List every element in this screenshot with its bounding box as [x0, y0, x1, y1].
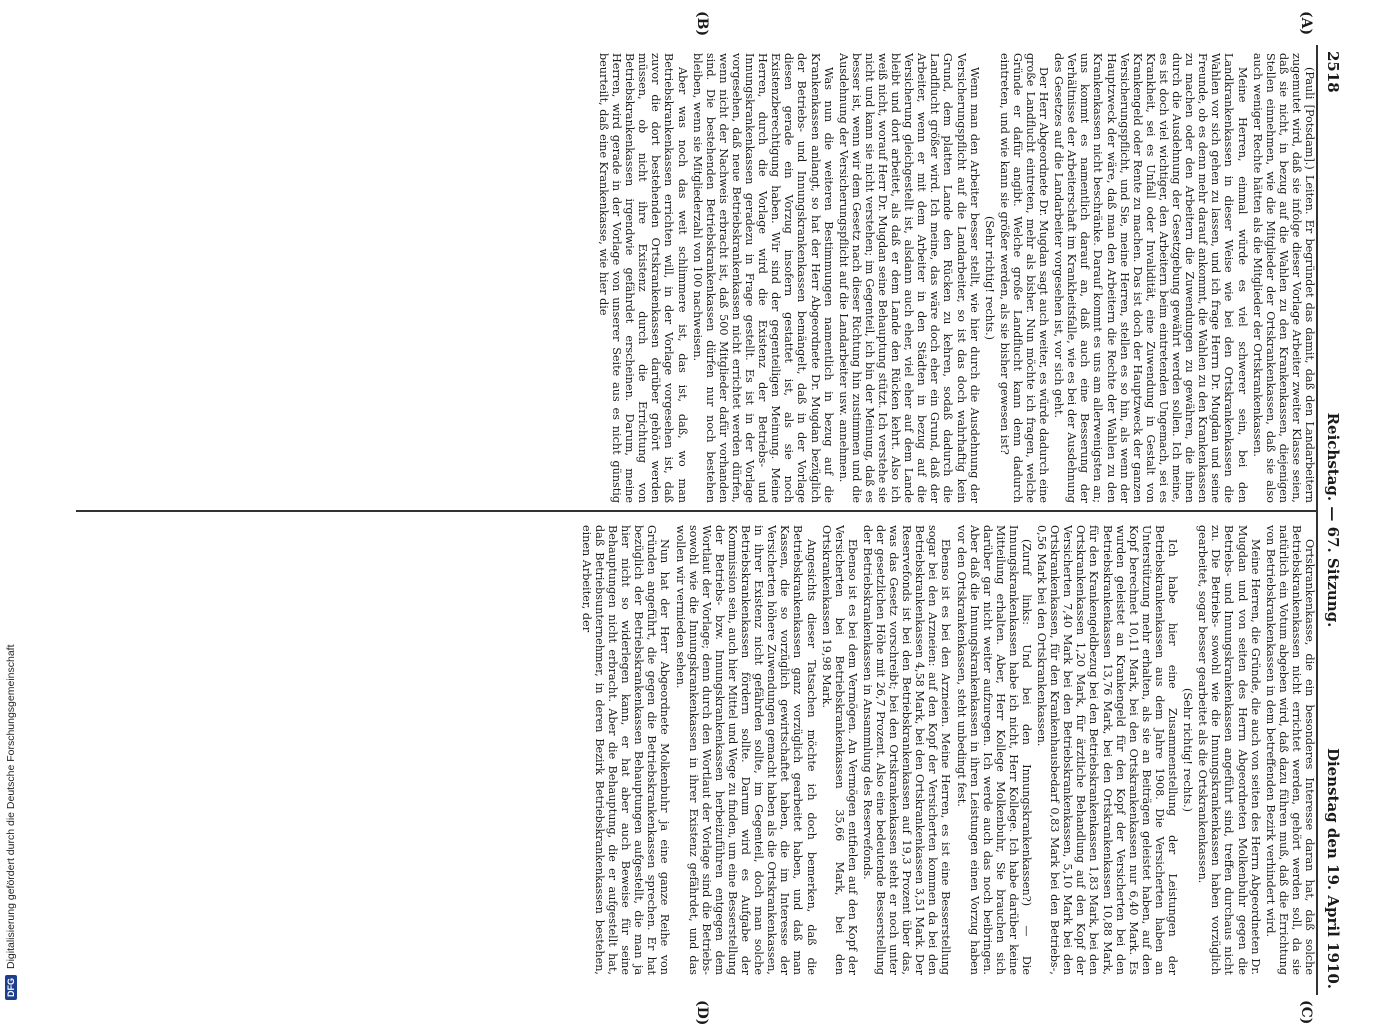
rotated-page-content — [60, 11, 1350, 1025]
paragraph: Nun hat der Herr Abgeordnete Molkenbuhr ja eine ganze Reihe von Gründen angeführt, die gegen die Betriebskrankenkassen sprechen. Er hat bezüglich der Betriebskrankenkassen Behauptungen aufgestellt, die man ja hier nicht so widerlegen kann, er hat aber auch Beweise für seine Behauptungen nicht erbracht. Aber die Behauptung, die er aufgestellt hat, daß Betriebsunternehmer, in deren Bezirk Betriebskrankenkassen bestehen, einen Arbeiter, der — [579, 525, 672, 975]
right-text-column — [76, 525, 1316, 975]
column-divider — [76, 510, 1316, 512]
footer-text: Digitalisierung gefördert durch die Deutsche Forschungsgemeinschaft — [5, 644, 17, 969]
paragraph: Angesichts dieser Tatsachen möchte ich doch bemerken, daß die Betriebskrankenkassen ganz vorzüglich gearbeitet haben, und daß man Kassen, die so vorzüglich gewirtschaftet haben, die im Interesse der Versicherten höhere Zuwendungen gemacht haben als die Ortskrankenkassen, in ihrer Existenz nicht gefährden sollte, im Gegenteil, doch man solche Betriebskrankenkassen fördern sollte. Darum wird es Aufgabe der Kommission sein, auch hier Mittel und Wege zu finden, um eine Besserstellung der Betriebs- bzw. Innungskrankenkassen herbeizuführen entgegen dem Wortlaut der Vorlage; denn durch den Wortlaut der Vorlage sind die Betriebs- sowohl wie die Innungskrankenkassen in ihrer Existenz gefährdet, und das wollen wir vermieden sehen. — [673, 525, 818, 975]
paragraph: (Zuruf links: Und bei den Innungskrankenkassen?) — Die Innungskrankenkassen habe ich nicht, Herr Kollege. Ich habe darüber keine Mitteilung erhalten. Aber, Herr Kollege Molkenbuhr, Sie brauchen sich darüber gar nicht weiter aufzuregen. Ich werde auch das noch beibringen. Aber daß die Innungskrankenkassen in ihren Leistungen einen Vorzug haben vor den Ortskrankenkassen, steht unbedingt fest. — [954, 525, 1034, 975]
paragraph: Ich habe hier eine Zusammenstellung der Leistungen der Betriebskrankenkassen aus dem Jahre 1908. Die Versicherten haben an Unterstützung mehr erhalten, als sie an Beiträgen geleistet haben, auf den Kopf berechnet 10,11 Mark, bei den Ortskrankenkassen nur 6,40 Mark. Es wurden geleistet an Krankengeld für den Kopf der Versicherten bei den Betriebskrankenkassen 13,76 Mark, bei den Ortskrankenkassen 10,88 Mark, für den Krankengeldbezug bei den Betriebskrankenkassen 1,83 Mark, bei den Ortskrankenkassen 1,20 Mark, für ärztliche Behandlung auf den Kopf der Versicherten 7,40 Mark bei den Betriebskrankenkassen, 5,10 Mark bei den Ortskrankenkassen, für den Krankenhausbedarf 0,83 Mark bei den Betriebs-, 0,56 Mark bei den Ortskrankenkassen. — [1035, 525, 1180, 975]
page-number: 2518 — [1324, 51, 1342, 93]
page-header — [1316, 45, 1350, 995]
margin-marker-b: (B) — [694, 11, 710, 37]
paragraph: Meine Herren, einmal würde es viel schwerer sein, bei den Landkrankenkassen in dieser Weise wie bei den Ortskrankenkassen die Wahlen vor sich gehen zu lassen, und ich frage Herrn Dr. Mugdan und seine Freunde, ob es denn mehr darauf ankommt, die Wahlen zu den Krankenkassen zu machen oder den Arbeitern die Zuwendungen zu gewähren, die ihnen durch die Ausdehnung der Gesetzgebung gewährt werden sollen. Ich meine, es ist doch viel wichtiger, den Arbeitern beim eintretenden Ungemach, sei es Krankheit, sei es Unfall oder Invalidität, eine Zuwendung in Gestalt von Krankengeld oder Rente zu machen. Das ist doch der Hauptzweck der ganzen Versicherungspflicht, und Sie, meine Herren, stellen es so hin, als wenn der Hauptzweck der wäre, daß man den Arbeitern die Rechte der Wahlen zu den Krankenkassen nicht beschränke. Darauf kommt es uns am allerwenigsten an; uns kommt es namentlich darauf an, daß auch eine Besserung der Verhältnisse der Arbeiterschaft im Krankheitsfalle, wie es bei der Ausdehnung des Gesetzes auf die Landarbeiter vorgesehen ist, vor sich geht. — [1052, 53, 1249, 503]
header-rule — [1317, 45, 1319, 995]
paragraph: Ebenso ist es bei den Arzneien. Meine Herren, es ist eine Besserstellung sogar bei den Arzneien: auf den Kopf der Versicherten kommen da bei den Betriebskrankenkassen 4,58 Mark, bei den Ortskrankenkassen 3,51 Mark. Der Reservefonds ist bei den Betriebskrankenkassen auf 19,3 Prozent über das, was das Gesetz vorschreibt; bei den Ortskrankenkassen steht er noch unter der gesetzlichen Höhe mit 26,7 Prozent. Also eine bedeutende Besserstellung der Betriebskrankenkassen in Ansammlung des Reservefonds. — [860, 525, 953, 975]
margin-marker-d: (D) — [694, 1000, 710, 1025]
page-title: Reichstag. — 67. Sitzung. — [1324, 412, 1342, 628]
paragraph: (Pauli [Potsdam].) Leiten. Er begründet das damit, daß den Landarbeitern zugemutet wird, daß sie infolge dieser Vorlage Arbeiter zweiter Klasse seien, daß sie nicht, in bezug auf die Wahlen zu den Krankenkassen, diejenigen Stellen einnehmen, wie die Mitglieder der Ortskrankenkassen, daß sie also auch weniger Rechte hätten als die Mitglieder der Ortskrankenkassen. — [1250, 53, 1316, 503]
interjection: (Sehr richtig! rechts.) — [982, 215, 996, 341]
paragraph: Aber was noch das weit schlimmere ist, das ist, daß, wo man Betriebskrankenkassen errichten will, in der Vorlage vorgesehen ist, daß zuvor die dort bestehenden Ortskrankenkassen darüber gehört werden müssen, ob nicht ihre Existenz durch die Errichtung von Betriebskrankenkassen irgendwie gefährdet erscheinen. Darum, meine Herren, wird gerade in der Vorlage von unserer Seite aus es nicht günstig beurteilt, daß eine Krankenkasse, wie hier die — [597, 53, 689, 503]
paragraph: Wenn man den Arbeiter besser stellt, wie hier durch die Ausdehnung der Versicherungspflicht auf die Landarbeiter, so ist das doch wahrhaftig kein Grund, dem platten Lande den Rücken zu kehren, sodaß dadurch die Landflucht größer wird. Ich meine, das wäre doch eher ein Grund, daß der Arbeiter, wenn er mit dem Arbeiter in den Städten in bezug auf die Versicherung gleichgestellt ist, alsdann auch eher, viel eher auf dem Lande bleibt und dort arbeitet, als daß er dem Lande den Rücken kehrt. Also ich weiß nicht, worauf Herr Dr. Mugdan seine Behauptung stützt. Ich verstehe sie nicht und kann sie nicht verstehen; im Gegenteil, ich bin der Meinung, daß es besser ist, wenn wir dem Gesetz nach dieser Richtung hin zustimmen und die Ausdehnung der Versicherungspflicht auf die Landarbeiter usw. annehmen. — [836, 53, 981, 503]
digitization-footer — [2, 0, 20, 1000]
interjection: (Sehr richtig! rechts.) — [1181, 687, 1195, 813]
paragraph: Meine Herren, die Gründe, die auch von seiten des Herrn Abgeordneten Dr. Mugdan und von seiten des Herrn Abgeordneten Molkenbuhr gegen die Betriebs- und Innungskrankenkassen angeführt sind, treffen durchaus nicht zu. Die Betriebs- sowohl wie die Innungskrankenkassen haben vorzüglich gearbeitet, sogar besser gearbeitet als die Ortskrankenkassen. — [1196, 525, 1262, 975]
margin-marker-c: (C) — [1298, 1000, 1314, 1025]
paragraph: Ortskrankenkasse, die ein besonderes Interesse daran hat, daß solche Betriebskrankenkassen nicht errichtet werden, gehört werden soll, da sie natürlich ein Votum abgeben wird, daß dazu führen muß, daß die Errichtung von Betriebskrankenkassen in dem betreffenden Bezirk verhindert wird. — [1263, 525, 1316, 975]
scanned-page — [60, 11, 1350, 1025]
paragraph: Ebenso ist es bei dem Vermögen. An Vermögen entfielen auf den Kopf der Versicherten bei Betriebskrankenkassen 35,66 Mark, bei den Ortskrankenkassen 19,98 Mark. — [819, 525, 859, 975]
paragraph: Was nun die weiteren Bestimmungen namentlich in bezug auf die Krankenkassen anlangt, so hat der Herr Abgeordnete Dr. Mugdan bezüglich der Betriebs- und Innungskrankenkassen bemängelt, daß in der Vorlage diesen gerade ein Vorzug insofern gestattet ist, als sie noch Existenzberechtigung haben. Wir sind der gegenteiligen Meinung. Meine Herren, durch die Vorlage wird die Existenz der Betriebs- und Innungskrankenkassen geradezu in Frage gestellt. Es ist in der Vorlage vorgesehen, daß neue Betriebskrankenkassen nicht errichtet werden dürfen, wenn nicht der Nachweis erbracht ist, daß 500 Mitglieder dafür vorhanden sind. Die bestehenden Betriebskrankenkassen dürfen nur noch bestehen bleiben, wenn sie Mitgliederzahl von 100 nachweisen. — [690, 53, 835, 503]
dfg-logo: DFG — [5, 975, 17, 1000]
paragraph: Der Herr Abgeordnete Dr. Mugdan sagt auch weiter, es würde dadurch eine große Landflucht eintreten, mehr als bisher. Nun möchte ich fragen, welche Gründe er dafür angibt. Welche große Landflucht kann denn dadurch eintreten, und wie kann sie größer werden, als sie bisher gewesen ist? — [997, 53, 1051, 503]
page-date: Dienstag den 19. April 1910. — [1324, 747, 1342, 989]
margin-marker-a: (A) — [1298, 11, 1314, 36]
left-text-column — [76, 53, 1316, 503]
